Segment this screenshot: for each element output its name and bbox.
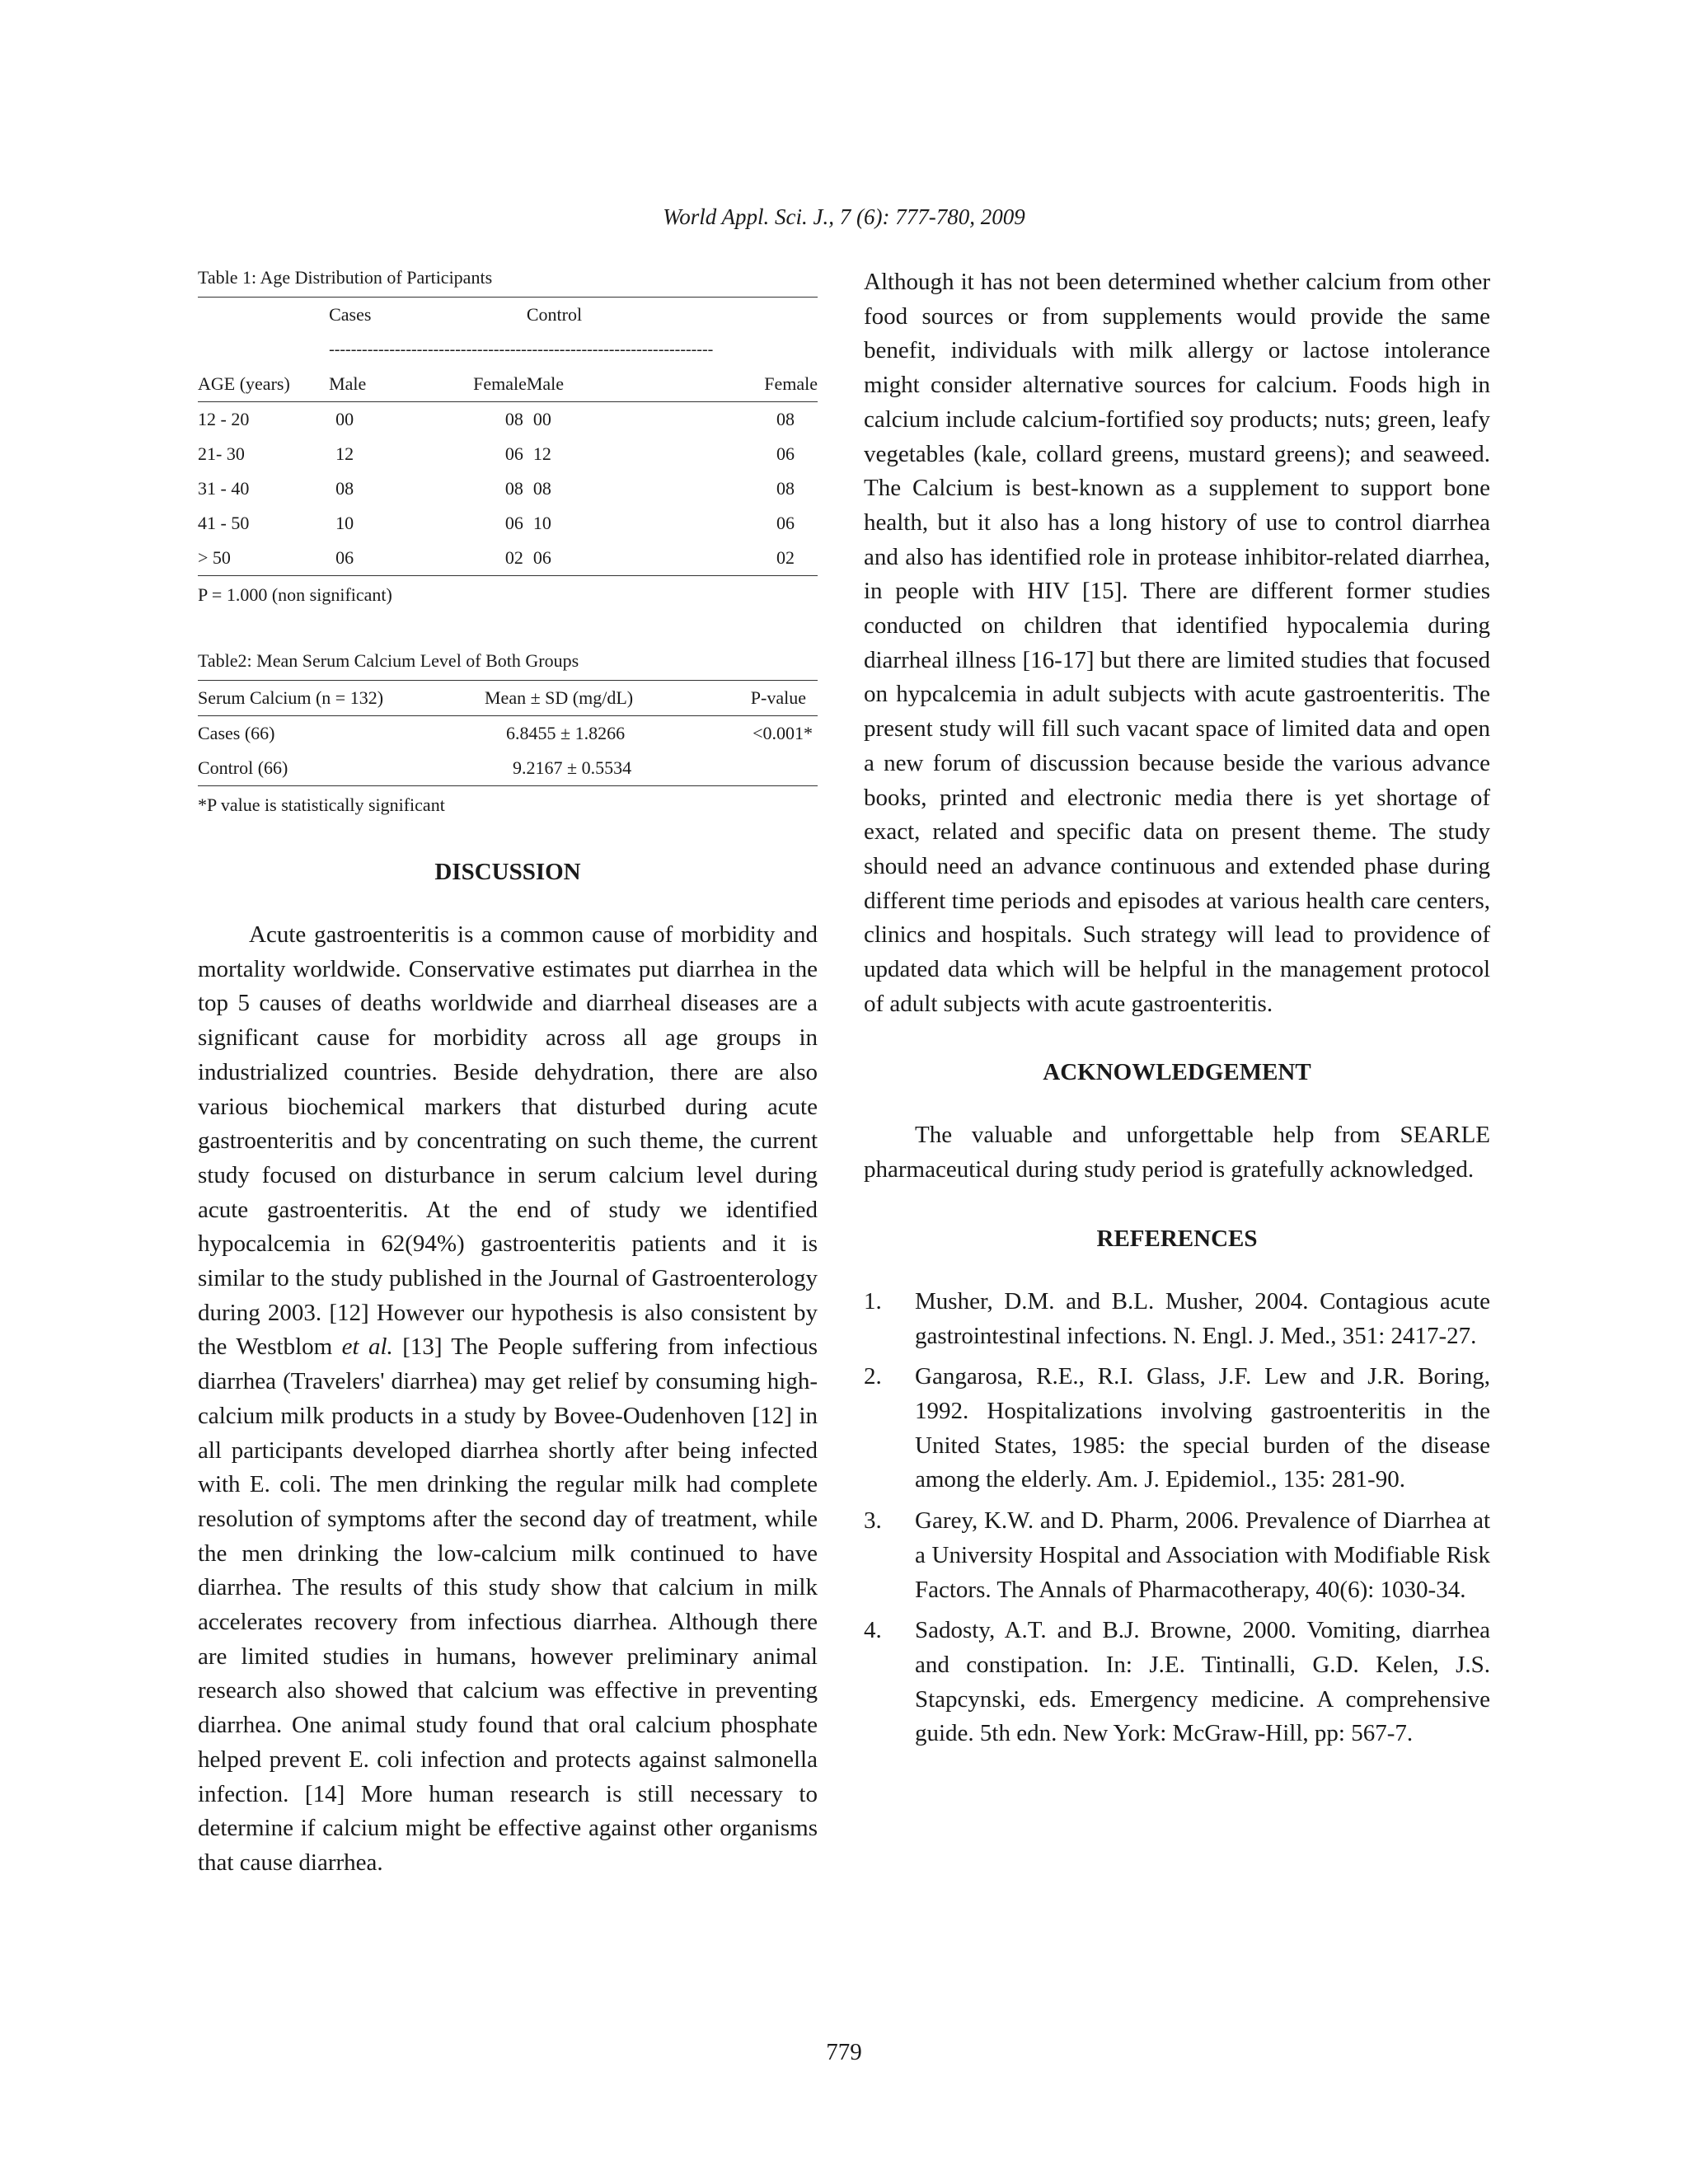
acknowledgement-text: The valuable and unforgettable help from SEARLE pharmaceutical during study period is gratefully acknowledged. bbox=[864, 1122, 1490, 1183]
table-row: Control (66) 9.2167 ± 0.5534 bbox=[198, 751, 818, 786]
acknowledgement-heading: ACKNOWLEDGEMENT bbox=[1043, 1059, 1311, 1086]
discussion-heading: DISCUSSION bbox=[434, 859, 581, 885]
table1-dash-left: ------------------------------------ bbox=[329, 340, 527, 359]
discussion-paragraph-2: Although it has not been determined whether calcium from other food sources or from supplements would provide the same benefit, individuals with milk allergy or lactose intolerance might consider alternative sources for calcium. Foods high in calcium include calcium-fortified soy products; nuts; green, leafy vegetables (kale, collard greens, mustard greens); and seaweed. The Calcium is best-known as a supplement to support bone health, but it also has a long history of use to control diarrhea and also has identified role in protease inhibitor-related diarrhea, in people with HIV [15]. There are different former studies conducted on children that identified hypocalemia during diarrheal illness [16-17] but there are limited studies that focused on hypcalcemia in adult subjects with acute gastroenteritis. The present study will fill such vacant space of limited data and open a new forum of discussion because beside the various advance books, printed and electronic media there is yet shortage of exact, related and specific data on present theme. The study should need an advance continuous and extended phase during different time periods and episodes at various health care centers, clinics and hospitals. Such strategy will lead to providence of updated data which will be helpful in the management protocol of adult subjects with acute gastroenteritis. bbox=[864, 269, 1490, 1017]
table1-col-age: AGE (years) bbox=[198, 373, 290, 394]
table1-col-male-cases: Male bbox=[329, 373, 367, 394]
discussion-paragraph: Acute gastroenteritis is a common cause of morbidity and mortality worldwide. Conservative estimates put diarrhea in the top 5 causes of deaths worldwide and diarrheal diseases are a significant cause for morbidity across all age groups in industrialized countries. Beside dehydration, there are also various biochemical markers that disturbed during acute gastroenteritis and by concentrating on such theme, the current study focused on disturbance in serum calcium level during acute gastroenteritis. At the end of study we identified hypocalcemia in 62(94%) gastroenteritis patients and it is similar to the study published in the Journal of Gastroenterology during 2003. [12] However our hypothesis is also consistent by the Westblom et al. [13] The People suffering from infectious diarrhea (Travelers' diarrhea) may get relief by consuming high-calcium milk products in a study by Bovee-Oudenhoven [12] in all participants developed diarrhea shortly after being infected with E. coli. The men drinking the regular milk had complete resolution of symptoms after the second day of treatment, while the men drinking the low-calcium milk continued to have diarrhea. The results of this study show that calcium in milk accelerates recovery from infectious diarrhea. Although there are limited studies in humans, however preliminary animal research also showed that calcium was effective in preventing diarrhea. One animal study found that oral calcium phosphate helped prevent E. coli infection and protects against salmonella infection. [14] More human research is still necessary to determine if calcium might be effective against other organisms that cause diarrhea. bbox=[198, 921, 818, 1876]
table1-note: P = 1.000 (non significant) bbox=[198, 584, 392, 605]
left-column bbox=[198, 265, 818, 1881]
table1-caption: Table 1: Age Distribution of Participants bbox=[198, 267, 493, 288]
table2-col-pvalue: P-value bbox=[750, 687, 806, 708]
table-row: Cases (66) 6.8455 ± 1.8266 <0.001* bbox=[198, 723, 813, 743]
table1-group-control: Control bbox=[526, 304, 583, 325]
table1-col-male-control: Male bbox=[526, 373, 565, 394]
table-row: 21- 30 12 06 12 06 bbox=[198, 443, 795, 464]
table1-group-cases: Cases bbox=[329, 304, 372, 325]
table2-col-mean: Mean ± SD (mg/dL) bbox=[485, 687, 634, 708]
reference-item: 2. Gangarosa, R.E., R.I. Glass, J.F. Lew and J.R. Boring, 1992. Hospitalizations involving gastroenteritis in the United States, 1985: the special burden of the disease among the elderly. Am. J. Epidemiol., 135: 281-90. bbox=[864, 1363, 1490, 1493]
reference-list bbox=[864, 1285, 1490, 1751]
table2-note: *P value is statistically significant bbox=[198, 794, 445, 815]
reference-item: 4. Sadosty, A.T. and B.J. Browne, 2000. Vomiting, diarrhea and constipation. In: J.E. Tintinalli, G.D. Kelen, J.S. Stapcynski, eds. Emergency medicine. A comprehensive guide. 5th edn. New York: McGraw-Hill, pp: 567-7. bbox=[864, 1617, 1490, 1747]
table-row: 12 - 20 00 08 00 08 bbox=[198, 409, 795, 429]
table2-caption: Table2: Mean Serum Calcium Level of Both Groups bbox=[198, 650, 579, 671]
reference-item: 1. Musher, D.M. and B.L. Musher, 2004. Contagious acute gastrointestinal infections. N. Engl. J. Med., 351: 2417-27. bbox=[864, 1287, 1490, 1349]
table-row: 41 - 50 10 06 10 06 bbox=[198, 513, 795, 533]
table-row: > 50 06 02 06 02 bbox=[198, 541, 818, 576]
right-column bbox=[864, 265, 1490, 1751]
table2 bbox=[198, 680, 818, 786]
table1 bbox=[198, 297, 818, 576]
table1-col-female-control: Female bbox=[764, 373, 818, 394]
table1-col-female-cases: Female bbox=[473, 373, 527, 394]
table2-col-serum: Serum Calcium (n = 132) bbox=[198, 687, 384, 708]
running-head: World Appl. Sci. J., 7 (6): 777-780, 2009 bbox=[663, 204, 1025, 229]
references-heading: REFERENCES bbox=[1096, 1225, 1258, 1252]
table-row: 31 - 40 08 08 08 08 bbox=[198, 478, 795, 499]
table1-dash-right: ---------------------------------- bbox=[526, 340, 714, 359]
reference-item: 3. Garey, K.W. and D. Pharm, 2006. Prevalence of Diarrhea at a University Hospital and Association with Modifiable Risk Factors. The Annals of Pharmacotherapy, 40(6): 1030-34. bbox=[864, 1507, 1490, 1603]
page-number: 779 bbox=[826, 2039, 862, 2065]
